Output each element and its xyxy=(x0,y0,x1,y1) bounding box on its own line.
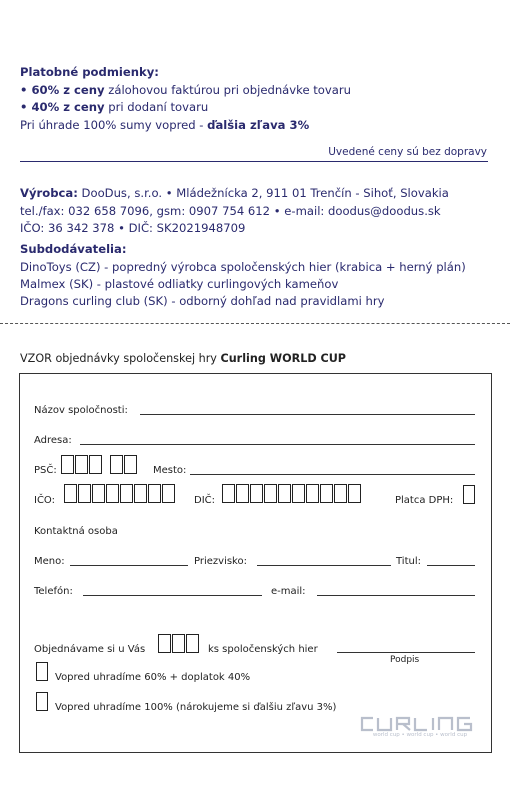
price-note: Uvedené ceny sú bez dopravy xyxy=(328,146,487,158)
email-field[interactable] xyxy=(317,595,475,596)
payment-line-3: Pri úhrade 100% sumy vopred - ďalšia zľava 3% xyxy=(20,118,310,132)
order-quantity-label: Objednávame si u Vás xyxy=(34,644,146,655)
city-label: Mesto: xyxy=(153,465,187,476)
company-field[interactable] xyxy=(140,414,475,415)
order-title: VZOR objednávky spoločenskej hry Curling WORLD CUP xyxy=(20,352,346,365)
curling-logo-mark xyxy=(359,716,481,732)
option-60-checkbox[interactable] xyxy=(36,662,48,681)
producer-ids: IČO: 36 342 378 • DIČ: SK2021948709 xyxy=(20,221,246,235)
name-field[interactable] xyxy=(70,565,188,566)
order-quantity-suffix: ks spoločenských hier xyxy=(208,644,318,655)
vat-label: Platca DPH: xyxy=(395,495,454,506)
company-label: Názov spoločnosti: xyxy=(34,405,128,416)
signature-field[interactable] xyxy=(337,652,475,653)
cut-line xyxy=(0,323,510,324)
subcontractor-3: Dragons curling club (SK) - odborný dohľad nad pravidlami hry xyxy=(20,294,385,308)
ico-boxes[interactable] xyxy=(64,484,176,503)
address-field[interactable] xyxy=(80,444,475,445)
producer-contact: tel./fax: 032 658 7096, gsm: 0907 754 612 • e-mail: doodus@doodus.sk xyxy=(20,204,441,218)
logo-tagline: world cup • world cup • world cup xyxy=(372,732,468,738)
surname-field[interactable] xyxy=(257,565,391,566)
name-label: Meno: xyxy=(34,556,65,567)
option-100-checkbox[interactable] xyxy=(36,692,48,711)
payment-line-1: • 60% z ceny zálohovou faktúrou pri objednávke tovaru xyxy=(20,83,351,97)
vat-checkbox[interactable] xyxy=(463,485,475,504)
dic-label: DIČ: xyxy=(194,495,216,506)
phone-label: Telefón: xyxy=(34,586,73,597)
payment-line-2: • 40% z ceny pri dodaní tovaru xyxy=(20,100,209,114)
dic-boxes[interactable] xyxy=(222,484,362,503)
psc-label: PSČ: xyxy=(34,465,57,476)
ico-label: IČO: xyxy=(34,495,55,506)
producer-line: Výrobca: DooDus, s.r.o. • Mládežnícka 2, 911 01 Trenčín - Sihoť, Slovakia xyxy=(20,186,449,200)
city-field[interactable] xyxy=(190,474,475,475)
signature-label: Podpis xyxy=(390,655,420,665)
address-label: Adresa: xyxy=(34,435,72,446)
surname-label: Priezvisko: xyxy=(194,556,247,567)
phone-field[interactable] xyxy=(83,595,262,596)
subcontractors-title: Subdodávatelia: xyxy=(20,242,127,256)
curling-logo xyxy=(359,716,481,736)
quantity-boxes[interactable] xyxy=(158,634,200,653)
subcontractor-2: Malmex (SK) - plastové odliatky curlingových kameňov xyxy=(20,277,339,291)
contact-person-label: Kontaktná osoba xyxy=(34,526,118,537)
degree-label: Titul: xyxy=(396,556,421,567)
payment-title: Platobné podmienky: xyxy=(20,65,159,79)
subcontractor-1: DinoToys (CZ) - popredný výrobca spoločenských hier (krabica + herný plán) xyxy=(20,260,466,274)
psc-boxes[interactable] xyxy=(61,455,138,474)
option-60-label: Vopred uhradíme 60% + doplatok 40% xyxy=(55,672,251,683)
order-form xyxy=(19,373,492,753)
email-label: e-mail: xyxy=(271,586,306,597)
section-divider xyxy=(20,161,488,162)
option-100-label: Vopred uhradíme 100% (nárokujeme si ďalšiu zľavu 3%) xyxy=(55,702,337,713)
degree-field[interactable] xyxy=(427,565,475,566)
